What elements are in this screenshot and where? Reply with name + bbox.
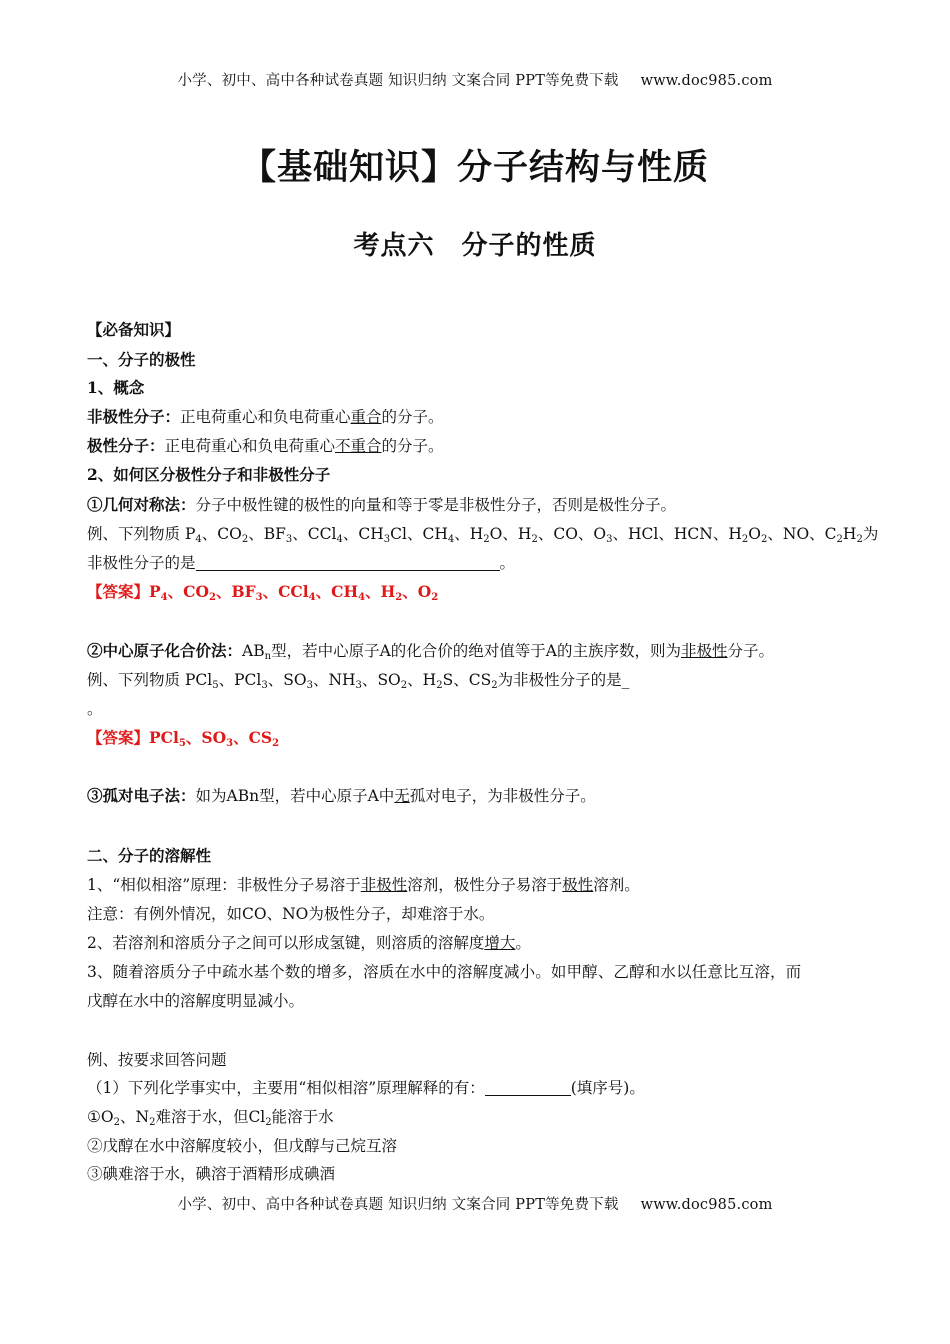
nonpolar-end: 的分子。 <box>381 408 444 426</box>
rule1-keyword1: 非极性 <box>360 876 408 894</box>
example1-tail: 为 <box>862 525 879 543</box>
formula-subscript: 4 <box>160 592 168 603</box>
formula-subscript: 2 <box>483 534 490 545</box>
separator: 、 <box>233 728 249 747</box>
formula-subscript: 3 <box>285 534 293 545</box>
formula-text: H <box>422 671 437 689</box>
chemical-formula <box>331 582 365 601</box>
formula-text: CO <box>183 582 209 601</box>
chemical-formula <box>470 525 503 543</box>
question1-end: (填序号)。 <box>570 1079 645 1097</box>
chemical-formula <box>674 525 713 543</box>
separator: 、 <box>312 671 329 689</box>
formula-text: PCl <box>149 728 179 747</box>
nonpolar-text: 正电荷重心和负电荷重心 <box>180 408 351 426</box>
formula-text: O <box>748 525 761 543</box>
separator: 、 <box>262 582 279 601</box>
rule2-end: 。 <box>515 934 531 952</box>
rule1-end: 溶剂。 <box>593 876 640 894</box>
example2-line1 <box>87 670 867 690</box>
chemical-formula <box>328 671 361 689</box>
example2-formula-list <box>185 671 498 689</box>
chemical-formula <box>783 525 809 543</box>
example1-lead: 例、下列物质 <box>87 525 181 543</box>
separator: 、 <box>502 525 518 543</box>
chemical-formula <box>264 525 293 543</box>
separator: 、 <box>453 671 469 689</box>
separator: 、 <box>342 525 359 543</box>
page-footer <box>0 1193 950 1214</box>
answer1-tag: 【答案】 <box>87 582 150 601</box>
formula-subscript: 2 <box>431 592 439 603</box>
separator: 、 <box>365 582 381 601</box>
separator: 、 <box>267 671 284 689</box>
subsection-distinguish: 2、如何区分极性分子和非极性分子 <box>87 465 331 484</box>
rule2-text: 2、若溶剂和溶质分子之间可以形成氢键，则溶质的溶解度 <box>87 934 485 952</box>
formula-subscript: 2 <box>241 534 249 545</box>
answer1 <box>87 582 867 602</box>
fact1-part-a: ①O <box>87 1108 114 1126</box>
period: 。 <box>499 554 516 572</box>
separator: 、 <box>809 525 825 543</box>
period: 。 <box>87 700 103 718</box>
formula-text: O <box>489 525 503 543</box>
separator: 、 <box>767 525 783 543</box>
chemical-formula <box>249 728 280 747</box>
formula-text: HCl <box>628 525 659 543</box>
nonpolar-definition <box>87 407 867 427</box>
formula-text: H <box>380 582 396 601</box>
rule-hydrophobic-line1: 3、随着溶质分子中疏水基个数的增多，溶质在水中的溶解度减小。如甲醇、乙醇和水以任意比互溶，而 <box>87 963 802 981</box>
chemical-formula <box>422 525 454 543</box>
formula-subscript: 3 <box>255 592 263 603</box>
chemical-formula <box>234 671 268 689</box>
formula-text: H <box>517 525 532 543</box>
chemical-formula <box>201 728 233 747</box>
formula-abn-subscript: n <box>264 651 272 662</box>
section-polarity: 一、分子的极性 <box>87 350 196 369</box>
example1-line1 <box>87 524 879 545</box>
formula-subscript: 2 <box>400 680 408 691</box>
formula-subscript: 4 <box>308 592 316 603</box>
chemical-formula <box>308 525 343 543</box>
example3-heading: 例、按要求回答问题 <box>87 1051 227 1069</box>
formula-text: SO <box>377 671 401 689</box>
formula-subscript: 4 <box>358 592 366 603</box>
page-header <box>0 69 950 90</box>
method-valence-label: ②中心原子化合价法： <box>87 641 243 660</box>
formula-text: SO <box>201 728 227 747</box>
method-geometric <box>87 495 867 515</box>
separator: 、 <box>537 525 554 543</box>
answer2-formula-list <box>149 728 279 747</box>
formula-text: O <box>417 582 432 601</box>
chemical-formula <box>183 582 216 601</box>
subscript: 2 <box>265 1117 272 1128</box>
formula-text: CS <box>248 728 273 747</box>
formula-subscript: 3 <box>606 534 613 545</box>
answer2 <box>87 728 867 748</box>
separator: 、 <box>406 525 423 543</box>
chemical-formula <box>825 525 863 543</box>
header-text: 小学、初中、高中各种试卷真题 知识归纳 文案合同 PPT等免费下载 <box>177 73 619 89</box>
example1-question: 非极性分子的是 <box>87 554 196 572</box>
fact-item-2: ②戊醇在水中溶解度较小，但戊醇与己烷互溶 <box>87 1137 398 1155</box>
chemical-formula <box>728 525 767 543</box>
fact1-part-d: 能溶于水 <box>271 1108 334 1126</box>
example1-line2 <box>87 553 867 573</box>
chemical-formula <box>231 582 262 601</box>
formula-text: S <box>442 671 454 689</box>
example2-line2 <box>87 699 867 719</box>
formula-text: CCl <box>278 582 309 601</box>
section-solubility: 二、分子的溶解性 <box>87 846 212 865</box>
chemical-formula <box>358 525 407 543</box>
formula-text: PCl <box>184 671 213 689</box>
formula-text: H <box>842 525 857 543</box>
example2-lead: 例、下列物质 <box>87 671 181 689</box>
formula-text: CO <box>217 525 242 543</box>
formula-subscript: 5 <box>212 680 219 691</box>
fact1-part-c: 难溶于水，但Cl <box>155 1108 266 1126</box>
formula-subscript: 2 <box>531 534 538 545</box>
formula-subscript: 3 <box>355 680 362 691</box>
formula-subscript: 2 <box>836 534 843 545</box>
answer-blank-2[interactable] <box>485 1080 571 1096</box>
separator: 、 <box>167 582 184 601</box>
formula-subscript: 5 <box>178 738 186 749</box>
formula-subscript: 3 <box>383 534 391 545</box>
formula-text: CS <box>468 671 492 689</box>
formula-subscript: 2 <box>209 592 216 603</box>
formula-text: BF <box>231 582 256 601</box>
formula-text: HCN <box>673 525 713 543</box>
footer-url[interactable]: www.doc985.com <box>640 1197 773 1213</box>
formula-subscript: 2 <box>436 680 443 691</box>
formula-subscript: 2 <box>856 534 863 545</box>
subscript: 2 <box>149 1117 156 1128</box>
formula-subscript: 3 <box>226 738 234 749</box>
chemical-formula <box>149 728 186 747</box>
question1-text: （1）下列化学事实中，主要用“相似相溶”原理解释的有： <box>87 1079 485 1097</box>
polar-definition <box>87 436 867 456</box>
method-lone-pair <box>87 786 867 806</box>
formula-text: CH <box>358 525 384 543</box>
page-title: 【基础知识】分子结构与性质 <box>240 148 709 188</box>
separator: 、 <box>712 525 729 543</box>
note-exception: 注意：有例外情况，如CO、NO为极性分子，却难溶于水。 <box>87 905 495 923</box>
formula-text: BF <box>263 525 286 543</box>
example1-formula-list <box>185 525 863 543</box>
example2-question: 为非极性分子的是_ <box>497 671 630 689</box>
rule2-keyword: 增大 <box>484 934 516 952</box>
formula-subscript: 2 <box>395 592 403 603</box>
fact1-part-b: 、N <box>119 1108 150 1126</box>
question1 <box>87 1078 867 1098</box>
method-lone-pair-keyword: 无 <box>394 787 410 805</box>
separator: 、 <box>248 525 264 543</box>
formula-abn: AB <box>242 642 265 660</box>
chemical-formula <box>593 525 612 543</box>
separator: 、 <box>612 525 629 543</box>
separator: 、 <box>201 525 218 543</box>
rule-like-dissolves-like <box>87 875 867 895</box>
formula-text: H <box>469 525 484 543</box>
formula-subscript: 2 <box>272 738 280 749</box>
method-lone-pair-label: ③孤对电子法： <box>87 786 196 805</box>
answer-blank-1[interactable] <box>196 555 500 571</box>
formula-text: PCl <box>234 671 262 689</box>
separator: 、 <box>658 525 674 543</box>
formula-text: P <box>149 582 161 601</box>
separator: 、 <box>315 582 332 601</box>
formula-subscript: 4 <box>447 534 455 545</box>
rule-hydrogen-bond <box>87 933 867 953</box>
separator: 、 <box>361 671 378 689</box>
formula-text: H <box>728 525 742 543</box>
fact-item-3: ③碘难溶于水，碘溶于酒精形成碘酒 <box>87 1165 336 1183</box>
polar-end: 的分子。 <box>381 437 444 455</box>
method-valence-text: 型，若中心原子A的化合价的绝对值等于A的主族序数，则为 <box>271 642 681 660</box>
formula-subscript: 2 <box>741 534 749 545</box>
chemical-formula <box>283 671 313 689</box>
formula-text: O <box>593 525 607 543</box>
polar-label: 极性分子： <box>87 436 165 455</box>
method-geometric-label: ①几何对称法： <box>87 495 196 514</box>
chemical-formula <box>278 582 316 601</box>
chemical-formula <box>185 525 202 543</box>
formula-subscript: 2 <box>760 534 768 545</box>
formula-text: CH <box>331 582 359 601</box>
method-valence-keyword: 非极性 <box>680 642 728 660</box>
method-lone-pair-text: 如为ABn型，若中心原子A中 <box>195 787 395 805</box>
formula-text: CO <box>553 525 578 543</box>
formula-subscript: 4 <box>195 534 202 545</box>
separator: 、 <box>577 525 594 543</box>
method-lone-pair-end: 孤对电子，为非极性分子。 <box>409 787 596 805</box>
subsection-concept: 1、概念 <box>87 378 145 397</box>
chemical-formula <box>377 671 407 689</box>
formula-text: SO <box>283 671 307 689</box>
polar-keyword: 不重合 <box>335 437 382 455</box>
header-url[interactable]: www.doc985.com <box>640 73 773 89</box>
rule1-text: 1、“相似相溶”原理：非极性分子易溶于 <box>87 876 361 894</box>
separator: 、 <box>215 582 232 601</box>
chemical-formula <box>553 525 578 543</box>
separator: 、 <box>454 525 470 543</box>
answer1-formula-list <box>149 582 438 601</box>
chemical-formula <box>185 671 219 689</box>
chemical-formula <box>469 671 498 689</box>
separator: 、 <box>218 671 235 689</box>
chemical-formula <box>149 582 168 601</box>
fact-item-1 <box>87 1107 867 1127</box>
nonpolar-label: 非极性分子： <box>87 407 181 426</box>
polar-text: 正电荷重心和负电荷重心 <box>164 437 336 455</box>
formula-text: NO <box>782 525 810 543</box>
chemical-formula <box>628 525 658 543</box>
formula-subscript: 4 <box>336 534 343 545</box>
formula-text: NH <box>328 671 356 689</box>
formula-text: Cl <box>390 525 407 543</box>
formula-text: CCl <box>307 525 337 543</box>
separator: 、 <box>407 671 423 689</box>
answer2-tag: 【答案】 <box>87 728 150 747</box>
section-required-knowledge: 【必备知识】 <box>87 320 181 339</box>
rule1-keyword2: 极性 <box>562 876 594 894</box>
separator: 、 <box>292 525 308 543</box>
nonpolar-keyword: 重合 <box>350 408 382 426</box>
chemical-formula <box>217 525 248 543</box>
chemical-formula <box>423 671 454 689</box>
formula-text: CH <box>422 525 448 543</box>
chemical-formula <box>418 582 438 601</box>
formula-text: C <box>824 525 837 543</box>
separator: 、 <box>402 582 418 601</box>
rule1-middle: 溶剂，极性分子易溶于 <box>407 876 563 894</box>
page-subtitle: 考点六 分子的性质 <box>353 231 597 261</box>
method-valence <box>87 641 867 661</box>
method-geometric-text: 分子中极性键的极性的向量和等于零是非极性分子，否则是极性分子。 <box>195 496 677 514</box>
formula-subscript: 2 <box>491 680 498 691</box>
formula-subscript: 3 <box>306 680 313 691</box>
method-valence-end: 分子。 <box>727 642 774 660</box>
formula-text: P <box>184 525 196 543</box>
footer-text: 小学、初中、高中各种试卷真题 知识归纳 文案合同 PPT等免费下载 <box>177 1197 619 1213</box>
chemical-formula <box>381 582 403 601</box>
subscript: 2 <box>113 1117 120 1128</box>
separator: 、 <box>185 728 202 747</box>
rule-hydrophobic-line2: 戊醇在水中的溶解度明显减小。 <box>87 992 305 1010</box>
chemical-formula <box>518 525 538 543</box>
formula-subscript: 3 <box>261 680 268 691</box>
